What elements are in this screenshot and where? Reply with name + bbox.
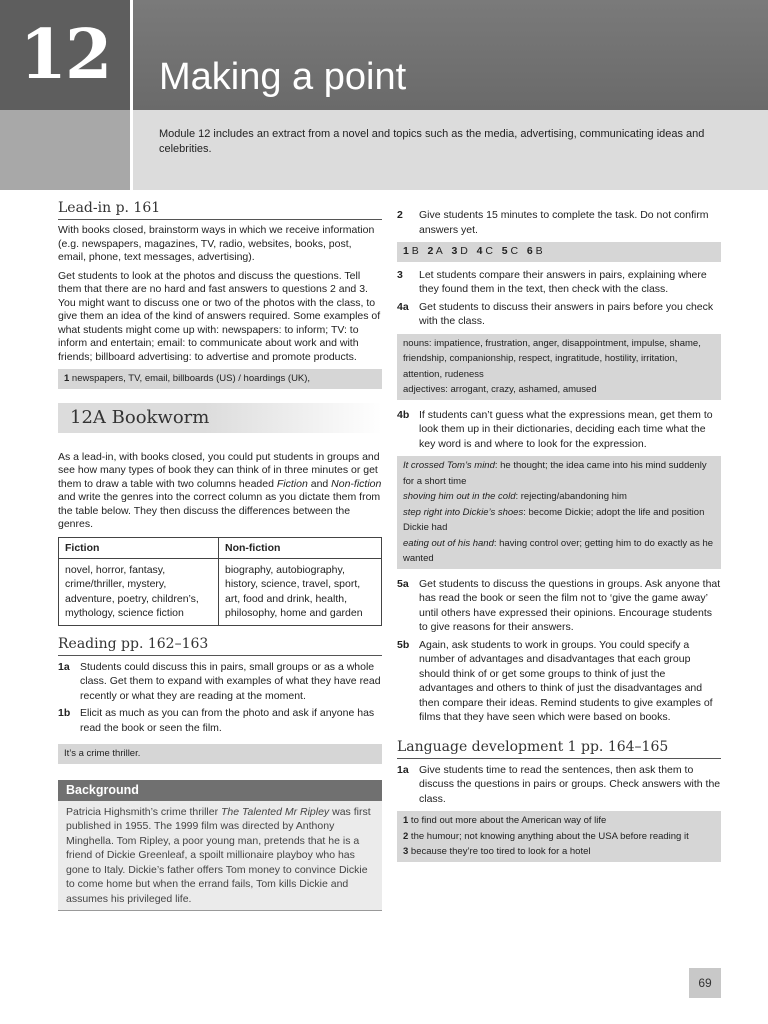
module-number-band	[0, 110, 130, 190]
answer-value: B	[411, 245, 419, 257]
answer-value: C	[510, 245, 519, 257]
answer-line	[403, 844, 715, 860]
answer-number: 4	[476, 245, 483, 257]
list-item	[58, 706, 382, 735]
answer-number: 6	[526, 245, 533, 257]
meaning: : having control over; getting him to do exactly as he wanted	[403, 537, 714, 564]
item-number: 2	[397, 209, 403, 221]
background-text-1: Patricia Highsmith’s crime thriller	[66, 805, 222, 818]
answers-task-4b	[397, 456, 721, 569]
item-text: Elicit as much as you can from the photo and ask if anyone has read the book or seen the film.	[80, 707, 375, 734]
list-item	[397, 577, 721, 635]
answer-number: 3	[451, 245, 458, 257]
table-header-fiction: Fiction	[59, 537, 219, 558]
leadin-paragraph-2: Get students to look at the photos and discuss the questions. Tell them that there are no hard and fast answers to questions 2 and 3. You might want to discuss one or two of the photos with the class, to give them an idea of the kind of answers required. Some examples of what students might come up with: newspapers: to inform; TV: to inform and entertain; email: to communicate about work and with friends; billboard advertising: to advertise and promote products.	[58, 269, 381, 363]
answer-number: 1	[403, 245, 409, 257]
leadin-answer-text: newspapers, TV, email, billboards (US) / hoardings (UK),	[69, 373, 311, 384]
list-item	[397, 408, 721, 452]
reading-answer: It’s a crime thriller.	[58, 744, 382, 764]
answer-line	[403, 829, 715, 845]
leadin-paragraph-1: With books closed, brainstorm ways in which we receive information (e.g. newspapers, magazines, TV, radio, websites, books, post, email, phone, text messages, advertising).	[58, 224, 375, 263]
left-column	[58, 200, 382, 911]
item-text: Give students 15 minutes to complete the task. Do not confirm answers yet.	[419, 209, 709, 236]
list-item	[58, 660, 382, 704]
item-text: Get students to discuss the questions in groups. Ask anyone that has read the book or seen the film not to ‘give the game away’ until others have expressed their opinions. Encourage students to give reasons for their answers.	[419, 577, 721, 633]
bookworm-band	[58, 403, 382, 433]
answer-text: the humour; not knowing anything about the USA before reading it	[408, 830, 689, 842]
answer-value: B	[535, 245, 543, 257]
answer-line	[403, 489, 715, 505]
right-column	[397, 208, 721, 867]
item-number: 4a	[397, 300, 409, 313]
answers-nouns: nouns: impatience, frustration, anger, disappointment, impulse, shame, friendship, companionship, respect, ingratitude, hostility, irritation, attention, rudeness	[403, 337, 701, 380]
table-cell-fiction: novel, horror, fantasy, crime/thriller, mystery, adventure, poetry, children’s, mythology, science fiction	[59, 558, 219, 625]
answer-value: A	[435, 245, 443, 257]
answer-number: 2	[403, 830, 409, 842]
module-number	[0, 0, 130, 110]
meaning: : rejecting/abandoning him	[515, 491, 627, 502]
langdev-heading: Language development 1 pp. 164–165	[397, 739, 721, 759]
bookworm-paragraph	[58, 451, 382, 532]
list-item	[397, 300, 721, 329]
item-text: If students can’t guess what the expressions mean, get them to look them up in their dictionaries, deciding each time what the key word is and where to look for the expression.	[419, 408, 713, 450]
leadin-answer-number: 1	[64, 373, 70, 384]
table-cell-nonfiction: biography, autobiography, history, science, travel, sport, art, food and drink, health, philosophy, home and garden	[219, 558, 382, 625]
expression: eating out of his hand	[403, 537, 494, 549]
module-title: Making a point	[159, 56, 407, 98]
item-number: 5a	[397, 577, 409, 590]
answer-line	[403, 505, 715, 536]
bookworm-title: 12A Bookworm	[70, 407, 210, 428]
background-text-2: was first published in 1955. The 1999 film was directed by Anthony Minghella. Tom Ripley, a poor young man, pretends that he is a friend of Dickie Greenleaf, a spoilt millionaire playboy who has gone to Italy. Dickie’s father offers Tom money to convince Dickie to come home but when the errand fails, Tom kills Dickie and assumes his privileged life.	[66, 805, 371, 905]
leadin-heading: Lead-in p. 161	[58, 200, 382, 220]
meaning: : become Dickie; adopt the life and position Dickie had	[403, 506, 705, 533]
list-item	[397, 208, 721, 237]
answer-value: D	[460, 245, 468, 257]
answer-text: because they’re too tired to look for a hotel	[408, 846, 591, 857]
reading-heading: Reading pp. 162–163	[58, 636, 382, 656]
answer-line	[403, 458, 715, 489]
module-intro: Module 12 includes an extract from a novel and topics such as the media, advertising, communicating ideas and celebrities.	[159, 128, 705, 155]
list-item	[397, 268, 721, 297]
module-number-text: 12	[19, 15, 111, 95]
item-number: 4b	[397, 408, 410, 421]
answer-line	[403, 813, 715, 829]
item-number: 1b	[58, 707, 71, 719]
page-number-text: 69	[698, 976, 712, 990]
module-title-band	[133, 0, 768, 110]
item-number: 5b	[397, 638, 410, 651]
table-row	[59, 558, 382, 625]
expression: shoving him out in the cold	[403, 491, 516, 502]
answers-adjectives: adjectives: arrogant, crazy, ashamed, amused	[403, 384, 597, 395]
answers-langdev-1a	[397, 811, 721, 862]
answer-text: to find out more about the American way of life	[408, 815, 607, 826]
genres-table	[58, 537, 382, 626]
item-text: Get students to discuss their answers in pairs before you check with the class.	[419, 300, 714, 327]
item-number: 1a	[58, 660, 70, 673]
answers-task-4a	[397, 334, 721, 400]
bookworm-text-b: and write the genres into the correct column as you dictate them from the table below. They then discuss the differences between the genres.	[58, 491, 381, 530]
list-item	[397, 638, 721, 725]
answer-number: 3	[403, 846, 409, 857]
answer-line	[403, 536, 715, 567]
answer-number: 5	[501, 245, 508, 257]
item-text: Again, ask students to work in groups. You could specify a number of advantages and disadvantages that each group should think of or get some groups to think of just the advantages and others to think of just the disadvantages and then compare their ideas. Remind students to give examples of films that they have seen which were based on books.	[419, 638, 713, 723]
item-text: Students could discuss this in pairs, small groups or as a whole class. Get them to expand with examples of what they have read recently or what they are reading at the moment.	[80, 660, 381, 702]
item-number: 3	[397, 268, 403, 281]
bookworm-fiction: Fiction	[276, 477, 308, 490]
answers-task-2	[397, 242, 721, 262]
bookworm-nonfiction: Non-fiction	[331, 477, 382, 490]
bookworm-and: and	[307, 477, 332, 490]
leadin-answer	[58, 369, 382, 389]
expression: It crossed Tom’s mind	[403, 460, 495, 471]
item-text: Let students compare their answers in pairs, explaining where they found them in the text, then check with the class.	[419, 268, 707, 295]
item-text: Give students time to read the sentences, then ask them to discuss the questions in pairs or groups. Check answers with the class.	[419, 763, 721, 805]
background-body	[58, 801, 382, 912]
table-header-nonfiction: Non-fiction	[219, 537, 382, 558]
answer-number: 2	[427, 245, 434, 257]
module-intro-band	[133, 110, 768, 190]
item-number: 1a	[397, 763, 409, 776]
list-item	[397, 763, 721, 807]
table-header-row	[59, 537, 382, 558]
answer-value: C	[485, 245, 493, 257]
bookworm-text-a: As a lead-in, with books closed, you could put students in groups and see how many types of book they can think of in three minutes or get them to draw a table with two columns headed	[58, 450, 380, 490]
expression: step right into Dickie’s shoes	[403, 506, 524, 518]
meaning: : he thought; the idea came into his mind suddenly for a short time	[403, 460, 707, 487]
background-heading: Background	[58, 780, 382, 801]
answer-number: 1	[403, 815, 409, 826]
background-book-title: The Talented Mr Ripley	[221, 805, 330, 818]
page-number	[689, 968, 721, 998]
